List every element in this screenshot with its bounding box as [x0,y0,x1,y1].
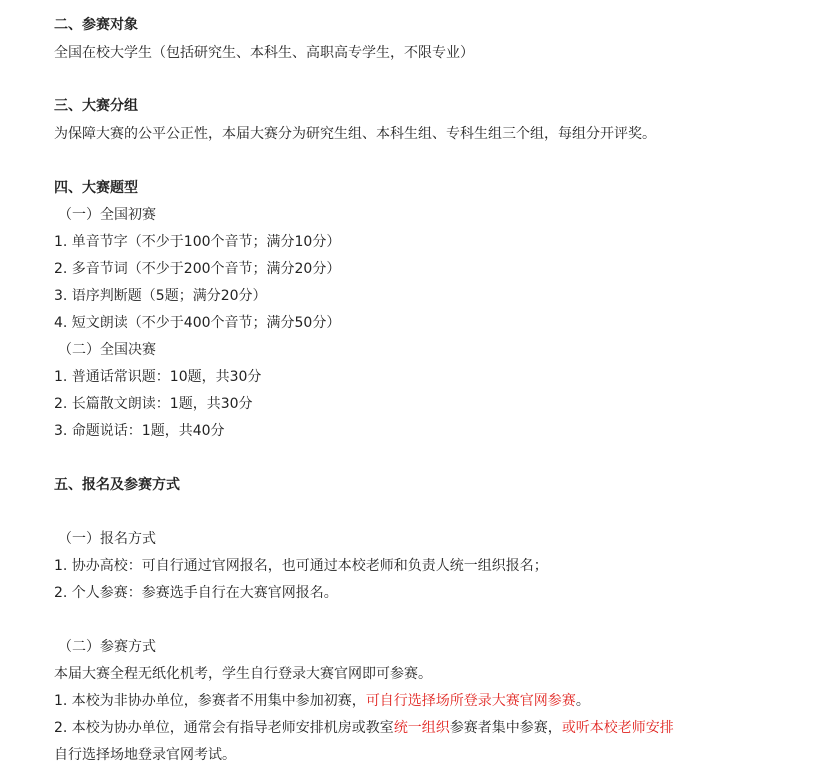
preliminary-item-4: 4. 短文朗读（不少于400个音节；满分50分） [54,315,341,331]
participation-item-2-continuation: 自行选择场地登录官网考试。 [54,747,236,763]
preliminary-item-2: 2. 多音节词（不少于200个音节；满分20分） [54,261,341,277]
participation-item-2-text-b: 参赛者集中参赛， [449,720,562,736]
participation-title: （二）参赛方式 [58,639,156,655]
participation-item-2-highlight-a: 统一组织 [393,720,450,736]
participation-item-1-highlight: 可自行选择场所登录大赛官网参赛 [365,693,576,709]
section4-heading: 四、大赛题型 [54,180,138,196]
preliminary-item-1: 1. 单音节字（不少于100个音节；满分10分） [54,234,341,250]
final-item-3: 3. 命题说话：1题，共40分 [54,423,225,439]
final-item-1: 1. 普通话常识题：10题，共30分 [54,369,262,385]
participation-item-1-tail: 。 [575,693,590,709]
final-title: （二）全国决赛 [58,342,156,358]
participation-item-2-highlight-b: 或听本校老师安排 [561,720,674,736]
section3-body: 为保障大赛的公平公正性，本届大赛分为研究生组、本科生组、专科生组三个组，每组分开评奖。 [54,126,656,142]
section3-heading: 三、大赛分组 [54,98,138,114]
section2-heading: 二、参赛对象 [54,17,138,33]
section5-heading: 五、报名及参赛方式 [54,477,180,493]
section2-body: 全国在校大学生（包括研究生、本科生、高职高专学生，不限专业） [54,45,474,61]
preliminary-item-3: 3. 语序判断题（5题；满分20分） [54,288,267,304]
participation-item-2-text-a: 2. 本校为协办单位，通常会有指导老师安排机房或教室 [54,720,394,736]
participation-item-1-text: 1. 本校为非协办单位，参赛者不用集中参加初赛， [54,693,366,709]
final-item-2: 2. 长篇散文朗读：1题，共30分 [54,396,253,412]
participation-item-1 [54,691,590,711]
registration-title: （一）报名方式 [58,531,156,547]
registration-item-2: 2. 个人参赛：参赛选手自行在大赛官网报名。 [54,585,338,601]
preliminary-title: （一）全国初赛 [58,207,156,223]
registration-item-1: 1. 协办高校：可自行通过官网报名，也可通过本校老师和负责人统一组织报名； [54,558,548,574]
participation-item-2 [54,718,674,738]
participation-intro: 本届大赛全程无纸化机考，学生自行登录大赛官网即可参赛。 [54,666,432,682]
